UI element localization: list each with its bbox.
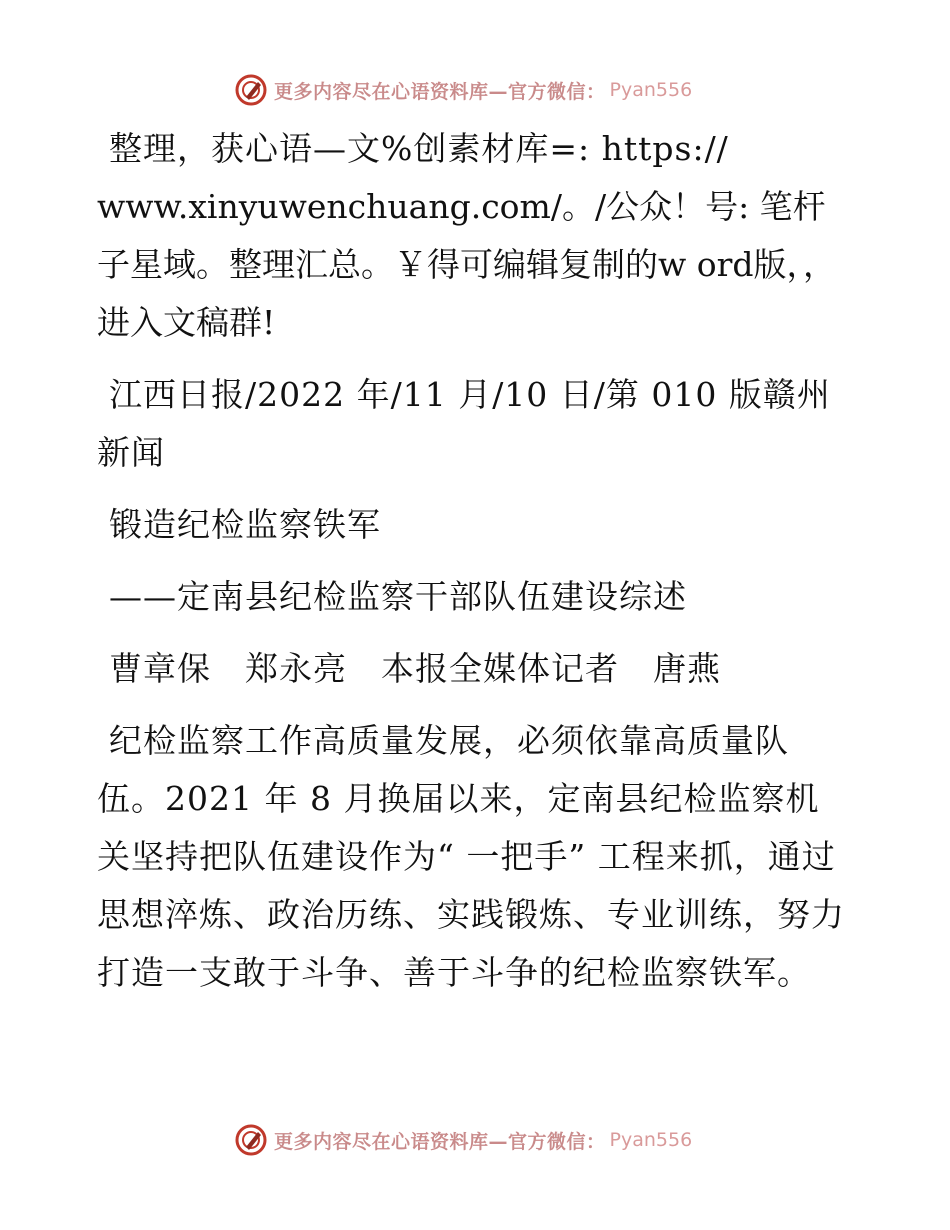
document-body	[97, 120, 851, 1016]
promo-text-rest: www.xinyuwenchuang.com/。/公众！号: 笔杆子星域。整理汇总。￥得可编辑复制的w ord版，，进入文稿群!	[97, 187, 837, 342]
promo-paragraph	[97, 120, 851, 352]
pen-logo-icon	[234, 1123, 268, 1157]
promo-text-line-1: 整理，获心语—文%创素材库=: https://	[109, 129, 729, 168]
article-subtitle: ——定南县纪检监察干部队伍建设综述	[109, 577, 687, 616]
banner-text: 更多内容尽在心语资料库—官方微信：	[274, 1130, 606, 1153]
banner-wechat-id: Pyan556	[609, 1129, 693, 1151]
pen-logo-icon	[234, 73, 268, 107]
header-watermark-banner	[234, 72, 692, 108]
banner-text: 更多内容尽在心语资料库—官方微信：	[274, 80, 606, 103]
article-authors: 曹章保 郑永亮 本报全媒体记者 唐燕	[109, 649, 721, 688]
article-title: 锻造纪检监察铁军	[109, 505, 381, 544]
source-line: 江西日报/2022 年/11 月/10 日/第 010 版赣州新闻	[97, 375, 831, 472]
banner-wechat-id: Pyan556	[609, 79, 693, 101]
article-body-paragraph: 纪检监察工作高质量发展，必须依靠高质量队伍。2021 年 8 月换届以来，定南县纪检监察机关坚持把队伍建设作为“ 一把手” 工程来抓，通过思想淬炼、政治历练、实践锻炼、专业训练，努力打造一支敢于斗争、善于斗争的纪检监察铁军。	[97, 721, 845, 992]
footer-watermark-banner	[234, 1122, 692, 1158]
